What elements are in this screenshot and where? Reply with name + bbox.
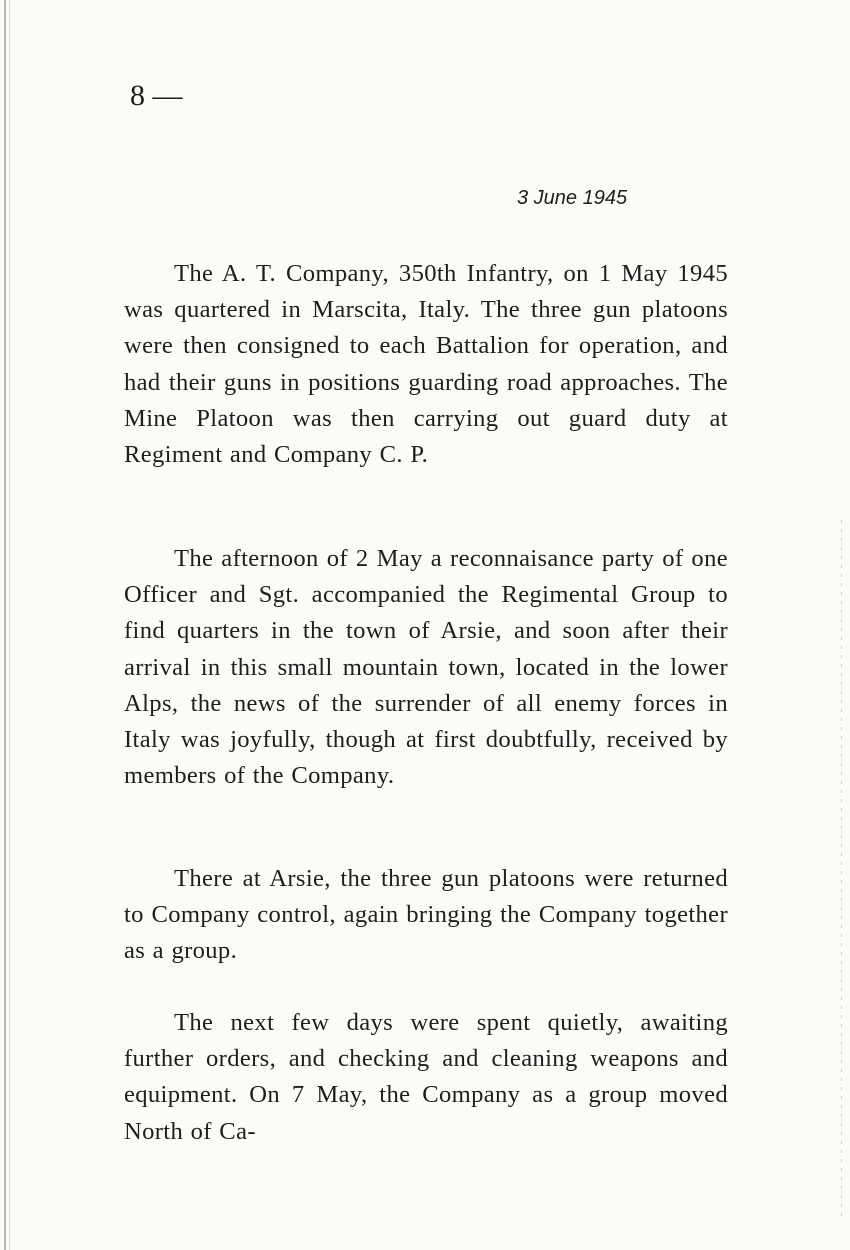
paragraph-text: The next few days were spent quietly, awaiting further orders, and checking and cleaning weapons and equipment. On 7 May, the Company as a group moved North of Ca- bbox=[124, 1009, 728, 1145]
paragraph-4 bbox=[124, 1005, 728, 1150]
paragraph-2 bbox=[124, 541, 728, 794]
paragraph-text: There at Arsie, the three gun platoons were returned to Company control, again bringing the Company together as a group. bbox=[124, 865, 728, 965]
paragraph-3 bbox=[124, 861, 728, 970]
paragraph-text: The A. T. Company, 350th Infantry, on 1 May 1945 was quartered in Marscita, Italy. The three gun platoons were then consigned to each Battalion for operation, and had their guns in positions guarding road approaches. The Mine Platoon was then carrying out guard duty at Regiment and Company C. P. bbox=[124, 260, 728, 469]
page-edge-line bbox=[4, 0, 6, 1250]
paragraph-1 bbox=[124, 256, 728, 473]
scan-speckle bbox=[841, 520, 842, 1220]
paragraph-text: The afternoon of 2 May a reconnaisance party of one Officer and Sgt. accompanied the Regimental Group to find quarters in the town of Arsie, and soon after their arrival in this small mountain town, located in the lower Alps, the news of the surrender of all enemy forces in Italy was joyfully, though at first doubtfully, received by members of the Company. bbox=[124, 545, 728, 790]
entry-date: 3 June 1945 bbox=[517, 187, 628, 209]
page-edge-line-inner bbox=[9, 0, 10, 1250]
page-number: 8 — bbox=[130, 79, 183, 112]
